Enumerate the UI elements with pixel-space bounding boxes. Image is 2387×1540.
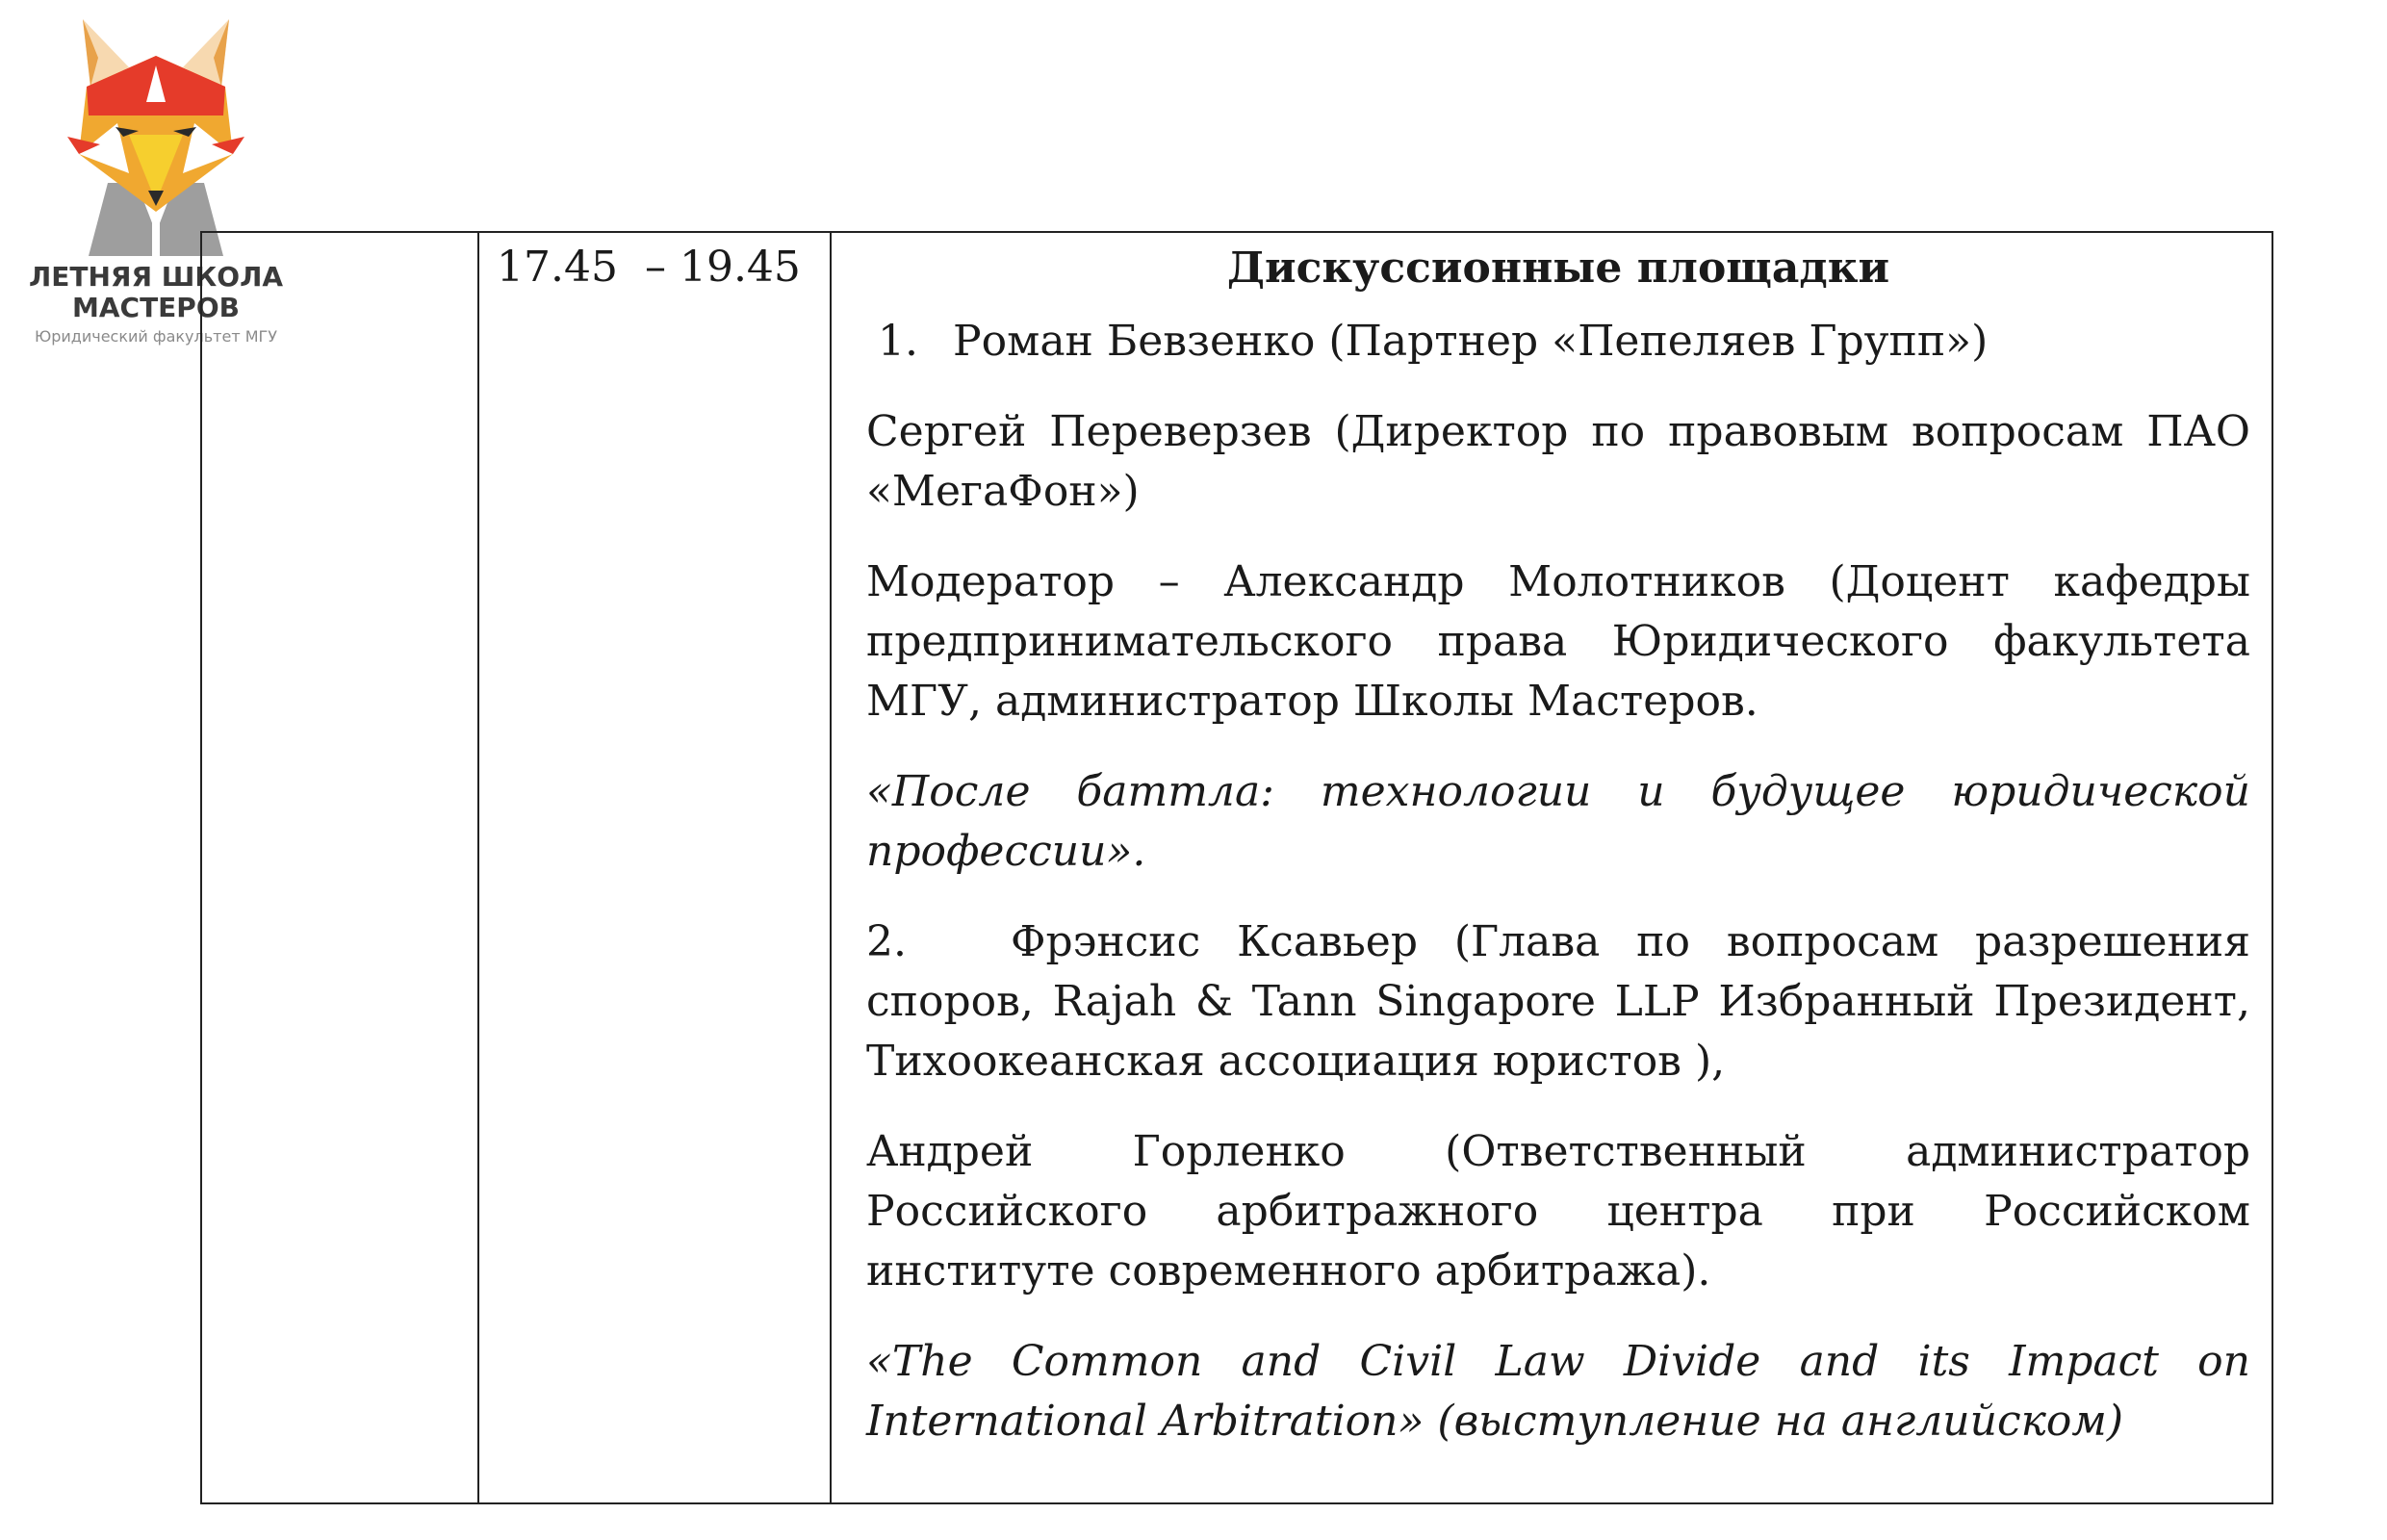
content-cell — [866, 233, 2250, 1482]
list-item-text: Роман Бевзенко (Партнер «Пепеляев Групп») — [953, 317, 1989, 366]
column-divider — [477, 233, 479, 1502]
logo-title-line1: ЛЕТНЯЯ ШКОЛА — [29, 261, 283, 293]
list-item-text: Фрэнсис Ксавьер (Глава по вопросам разрешения споров, Rajah & Tann Singapore LLP Избранный Президент, Тихоокеанская ассоциация юристов ), — [866, 917, 2250, 1086]
time-end: – 19.45 — [644, 243, 801, 292]
time-start: 17.45 — [497, 243, 618, 292]
column-divider — [830, 233, 832, 1502]
topic-paragraph: «The Common and Civil Law Divide and its Impact on International Arbitration» (выступление на английском) — [866, 1337, 2250, 1446]
speaker-paragraph: Андрей Горленко (Ответственный администратор Российского арбитражного центра при Российском институте современного арбитража). — [866, 1127, 2250, 1296]
logo-subtitle: Юридический факультет МГУ — [34, 327, 278, 346]
list-item-number: 2. — [866, 917, 907, 966]
speaker-paragraph: Сергей Переверзев (Директор по правовым вопросам ПАО «МегаФон») — [866, 407, 2250, 516]
list-item — [866, 312, 2250, 372]
logo-title-line2: МАСТЕРОВ — [72, 292, 240, 323]
time-cell — [497, 241, 801, 295]
moderator-paragraph: Модератор – Александр Молотников (Доцент кафедры предпринимательского права Юридического факультета МГУ, администратор Школы Мастеров. — [866, 557, 2250, 726]
topic-paragraph: «После баттла: технологии и будущее юридической профессии». — [866, 767, 2250, 876]
schedule-table — [200, 231, 2273, 1504]
fox-icon — [62, 10, 250, 256]
section-title: Дискуссионные площадки — [1226, 244, 1890, 293]
list-item-number: 1. — [878, 317, 918, 366]
list-item — [866, 912, 2250, 1091]
